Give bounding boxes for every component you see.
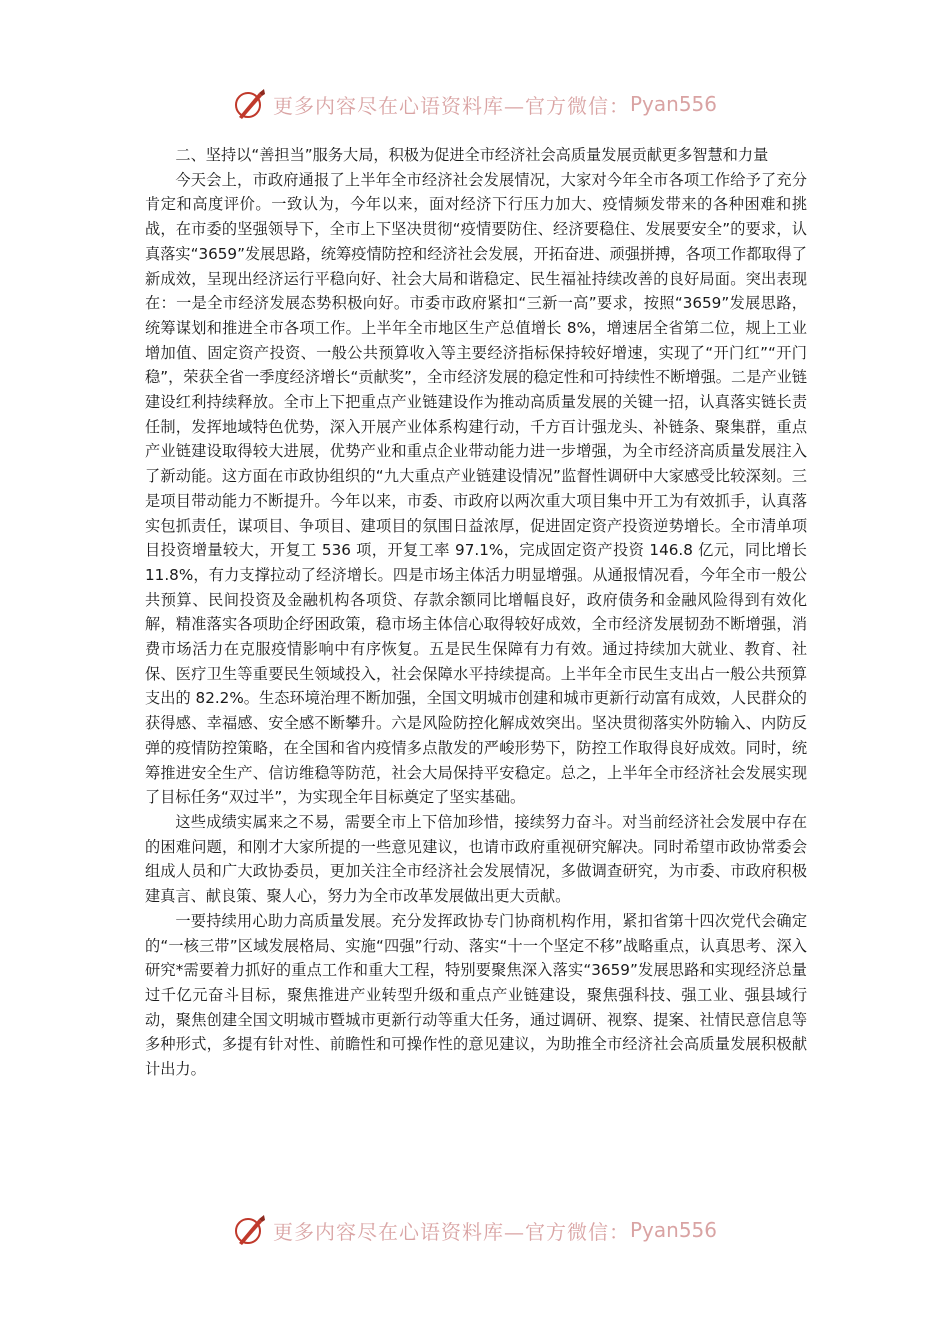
watermark-wechat-id: Pyan556	[629, 92, 717, 116]
paragraph: 今天会上，市政府通报了上半年全市经济社会发展情况，大家对今年全市各项工作给予了充分肯定和高度评价。一致认为，今年以来，面对经济下行压力加大、疫情频发带来的各种困难和挑战，在市委的坚强领导下，全市上下坚决贯彻“疫情要防住、经济要稳住、发展要安全”的要求，认真落实“3659”发展思路，统筹疫情防控和经济社会发展，开拓奋进、顽强拼搏，各项工作都取得了新成效，呈现出经济运行平稳向好、社会大局和谐稳定、民生福祉持续改善的良好局面。突出表现在：一是全市经济发展态势积极向好。市委市政府紧扣“三新一高”要求，按照“3659”发展思路，统筹谋划和推进全市各项工作。上半年全市地区生产总值增长 8%，增速居全省第二位，规上工业增加值、固定资产投资、一般公共预算收入等主要经济指标保持较好增速，实现了“开门红”“开门稳”，荣获全省一季度经济增长“贡献奖”，全市经济发展的稳定性和可持续性不断增强。二是产业链建设红利持续释放。全市上下把重点产业链建设作为推动高质量发展的关键一招，认真落实链长责任制，发挥地域特色优势，深入开展产业体系构建行动，千方百计强龙头、补链条、聚集群，重点产业链建设取得较大进展，优势产业和重点企业带动能力进一步增强，为全市经济高质量发展注入了新动能。这方面在市政协组织的“九大重点产业链建设情况”监督性调研中大家感受比较深刻。三是项目带动能力不断提升。今年以来，市委、市政府以两次重大项目集中开工为有效抓手，认真落实包抓责任，谋项目、争项目、建项目的氛围日益浓厚，促进固定资产投资逆势增长。全市清单项目投资增量较大，开复工 536 项，开复工率 97.1%，完成固定资产投资 146.8 亿元，同比增长 11.8%，有力支撑拉动了经济增长。四是市场主体活力明显增强。从通报情况看，今年全市一般公共预算、民间投资及金融机构各项贷、存款余额同比增幅良好，政府债务和金融风险得到有效化解，精准落实各项助企纾困政策，稳市场主体信心取得较好成效，全市经济发展韧劲不断增强，消费市场活力在克服疫情影响中有序恢复。五是民生保障有力有效。通过持续加大就业、教育、社保、医疗卫生等重要民生领域投入，社会保障水平持续提高。上半年全市民生支出占一般公共预算支出的 82.2%。生态环境治理不断加强，全国文明城市创建和城市更新行动富有成效，人民群众的获得感、幸福感、安全感不断攀升。六是风险防控化解成效突出。坚决贯彻落实外防输入、内防反弹的疫情防控策略，在全国和省内疫情多点散发的严峻形势下，防控工作取得良好成效。同时，统筹推进安全生产、信访维稳等防范，社会大局保持平安稳定。总之，上半年全市经济社会发展实现了目标任务“双过半”，为实现全年目标奠定了坚实基础。	[145, 170, 807, 807]
paragraph: 一要持续用心助力高质量发展。充分发挥政协专门协商机构作用，紧扣省第十四次党代会确定的“一核三带”区域发展格局、实施“四强”行动、落实“十一个坚定不移”战略重点，认真思考、深入研究*需要着力抓好的重点工作和重大工程，特别要聚焦深入落实“3659”发展思路和实现经济总量过千亿元奋斗目标，聚焦推进产业转型升级和重点产业链建设，聚焦强科技、强工业、强县域行动，聚焦创建全国文明城市暨城市更新行动等重大任务，通过调研、视察、提案、社情民意信息等多种形式，多提有针对性、前瞻性和可操作性的意见建议，为助推全市经济社会高质量发展积极献计出力。	[145, 911, 807, 1079]
watermark-text: 更多内容尽在心语资料库—官方微信：	[272, 1219, 630, 1244]
pen-circle-logo-icon	[233, 87, 267, 121]
section-heading: 二、坚持以“善担当”服务大局，积极为促进全市经济社会高质量发展贡献更多智慧和力量	[175, 146, 769, 164]
watermark-wechat-id: Pyan556	[629, 1218, 717, 1242]
pen-circle-logo-icon	[233, 1213, 267, 1247]
paragraph: 这些成绩实属来之不易，需要全市上下倍加珍惜，接续努力奋斗。对当前经济社会发展中存在的困难问题，和刚才大家所提的一些意见建议，也请市政府重视研究解决。同时希望市政协常委会组成人员和广大政协委员，更加关注全市经济社会发展情况，多做调查研究，为市委、市政府积极建真言、献良策、聚人心，努力为全市改革发展做出更大贡献。	[145, 812, 807, 906]
watermark-header	[0, 82, 950, 126]
document-body	[145, 143, 807, 1082]
watermark-text: 更多内容尽在心语资料库—官方微信：	[272, 93, 630, 118]
watermark-footer	[0, 1208, 950, 1252]
